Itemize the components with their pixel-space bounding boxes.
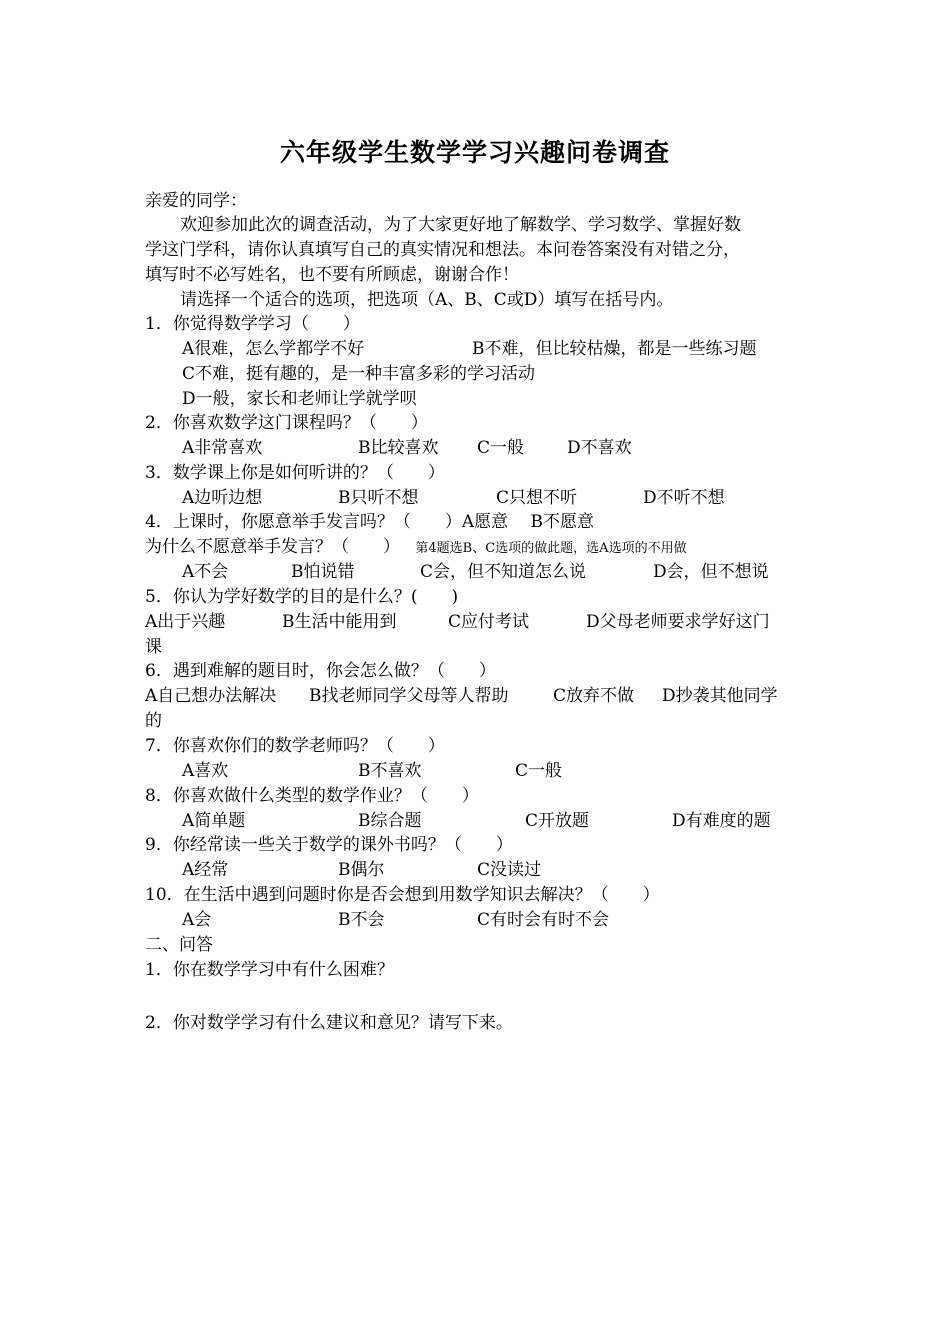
q3-option-c: C只想不听	[496, 488, 578, 508]
q10-option-a: A会	[182, 910, 212, 930]
question-6: 6．遇到难解的题目时，你会怎么做？（ ）	[145, 661, 496, 681]
question-1: 1．你觉得数学学习（ ）	[145, 314, 360, 334]
q7-option-b: B不喜欢	[358, 761, 422, 781]
q8-option-b: B综合题	[358, 811, 422, 831]
q7-option-c: C一般	[515, 761, 563, 781]
section-2-heading: 二、问答	[145, 935, 213, 955]
intro-line-2: 学这门学科，请你认真填写自己的真实情况和想法。本问卷答案没有对错之分，	[145, 240, 740, 260]
instruction: 请选择一个适合的选项，把选项（A、B、C或D）填写在括号内。	[180, 290, 674, 310]
open-question-1: 1．你在数学学习中有什么困难？	[145, 960, 394, 980]
q1-option-a: A很难，怎么学都学不好	[182, 339, 365, 359]
question-5: 5．你认为学好数学的目的是什么？( )	[145, 587, 459, 607]
question-7: 7．你喜欢你们的数学老师吗？（ ）	[145, 736, 445, 756]
q5-option-a: A出于兴趣	[145, 612, 226, 632]
q9-option-c: C没读过	[477, 860, 542, 880]
q1-option-c: C不难，挺有趣的，是一种丰富多彩的学习活动	[182, 364, 536, 384]
q8-option-d: D有难度的题	[672, 811, 771, 831]
q10-option-c: C有时会有时不会	[477, 910, 610, 930]
q4-option-b: B怕说错	[291, 562, 355, 582]
question-9: 9．你经常读一些关于数学的课外书吗？（ ）	[145, 835, 513, 855]
q1-option-b: B不难，但比较枯燥，都是一些练习题	[472, 339, 757, 359]
q10-option-b: B不会	[338, 910, 385, 930]
q4-option-c: C会，但不知道怎么说	[420, 562, 587, 582]
q8-option-a: A简单题	[182, 811, 246, 831]
q2-option-d: D不喜欢	[567, 438, 632, 458]
q4-option-d: D会，但不想说	[653, 562, 769, 582]
question-4-followup	[145, 536, 687, 560]
q4-option-a: A不会	[182, 562, 229, 582]
q6-option-b: B找老师同学父母等人帮助	[309, 686, 509, 706]
intro-line-3: 填写时不必写姓名，也不要有所顾虑，谢谢合作！	[145, 265, 519, 285]
open-question-2: 2．你对数学学习有什么建议和意见？请写下来。	[145, 1013, 513, 1033]
q2-option-b: B比较喜欢	[358, 438, 439, 458]
greeting: 亲爱的同学：	[145, 191, 247, 211]
q5-option-d: D父母老师要求学好这门	[586, 612, 770, 632]
q6-option-a: A自己想办法解决	[145, 686, 277, 706]
q5-option-b: B生活中能用到	[282, 612, 397, 632]
q3-option-a: A边听边想	[182, 488, 263, 508]
intro-line-1: 欢迎参加此次的调查活动，为了大家更好地了解数学、学习数学、掌握好数	[180, 215, 741, 235]
q5-option-c: C应付考试	[448, 612, 530, 632]
q2-option-a: A非常喜欢	[182, 438, 263, 458]
question-2: 2．你喜欢数学这门课程吗？（ ）	[145, 413, 428, 433]
q6-option-d-wrap: 的	[145, 711, 162, 731]
q2-option-c: C一般	[477, 438, 525, 458]
page-title: 六年级学生数学学习兴趣问卷调查	[279, 138, 670, 167]
q9-option-b: B偶尔	[338, 860, 385, 880]
q9-option-a: A经常	[182, 860, 229, 880]
q8-option-c: C开放题	[525, 811, 590, 831]
question-3: 3．数学课上你是如何听讲的？（ ）	[145, 463, 445, 483]
q6-option-d: D抄袭其他同学	[662, 686, 778, 706]
q3-option-b: B只听不想	[338, 488, 419, 508]
question-10: 10．在生活中遇到问题时你是否会想到用数学知识去解决？（ ）	[145, 885, 660, 905]
q3-option-d: D不听不想	[643, 488, 725, 508]
q5-option-d-wrap: 课	[145, 637, 162, 657]
q1-option-d: D一般，家长和老师让学就学呗	[182, 389, 417, 409]
question-8: 8．你喜欢做什么类型的数学作业？（ ）	[145, 786, 479, 806]
q7-option-a: A喜欢	[182, 761, 229, 781]
question-4-followup-text: 为什么不愿意举手发言？（ ）	[145, 537, 400, 557]
question-4-note: 第4题选B、C选项的做此题，选A选项的不用做	[415, 541, 687, 556]
q6-option-c: C放弃不做	[553, 686, 635, 706]
question-4: 4．上课时，你愿意举手发言吗？（ ）A愿意 B不愿意	[145, 512, 594, 532]
